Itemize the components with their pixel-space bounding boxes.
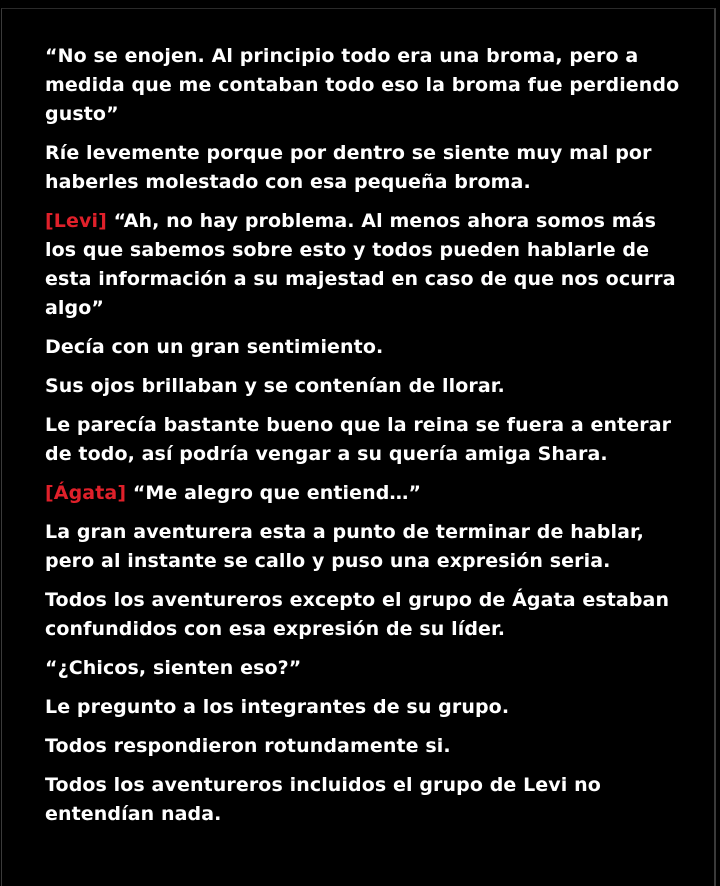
paragraph-text: La gran aventurera esta a punto de terminar de hablar, pero al instante se callo y puso una expresión seria.: [45, 521, 644, 572]
story-paragraph: [45, 207, 680, 323]
speaker-tag: [Levi]: [45, 210, 107, 232]
story-paragraph: [45, 411, 680, 469]
story-paragraph: [45, 42, 680, 129]
story-paragraph: [45, 771, 680, 829]
paragraph-text: Ríe levemente porque por dentro se siente muy mal por haberles molestado con esa pequeña broma.: [45, 142, 652, 193]
story-paragraph: [45, 479, 680, 508]
paragraph-text: “No se enojen. Al principio todo era una broma, pero a medida que me contaban todo eso la broma fue perdiendo gusto”: [45, 45, 680, 125]
paragraph-text: Decía con un gran sentimiento.: [45, 336, 384, 358]
story-paragraph: [45, 333, 680, 362]
paragraph-text: Todos los aventureros incluidos el grupo de Levi no entendían nada.: [45, 774, 601, 825]
speaker-tag: [Ágata]: [45, 482, 127, 504]
story-paragraph: [45, 372, 680, 401]
paragraph-text: “Ah, no hay problema. Al menos ahora somos más los que sabemos sobre esto y todos pueden hablarle de esta información a su majestad en caso de que nos ocurra algo”: [45, 210, 676, 319]
story-paragraph: [45, 139, 680, 197]
story-paragraph: [45, 732, 680, 761]
story-paragraph: [45, 518, 680, 576]
paragraph-text: Sus ojos brillaban y se contenían de llorar.: [45, 375, 505, 397]
paragraph-text: Todos respondieron rotundamente si.: [45, 735, 451, 757]
paragraph-text: Le parecía bastante bueno que la reina se fuera a enterar de todo, así podría vengar a su quería amiga Shara.: [45, 414, 672, 465]
paragraph-text: “Me alegro que entiend…”: [132, 482, 422, 504]
story-paragraph: [45, 693, 680, 722]
story-paragraph: [45, 586, 680, 644]
paragraph-text: “¿Chicos, sienten eso?”: [45, 657, 302, 679]
paragraph-text: Todos los aventureros excepto el grupo de Ágata estaban confundidos con esa expresión de su líder.: [45, 589, 670, 640]
paragraph-text: Le pregunto a los integrantes de su grupo.: [45, 696, 510, 718]
story-paragraph: [45, 654, 680, 683]
story-text: [45, 42, 680, 839]
